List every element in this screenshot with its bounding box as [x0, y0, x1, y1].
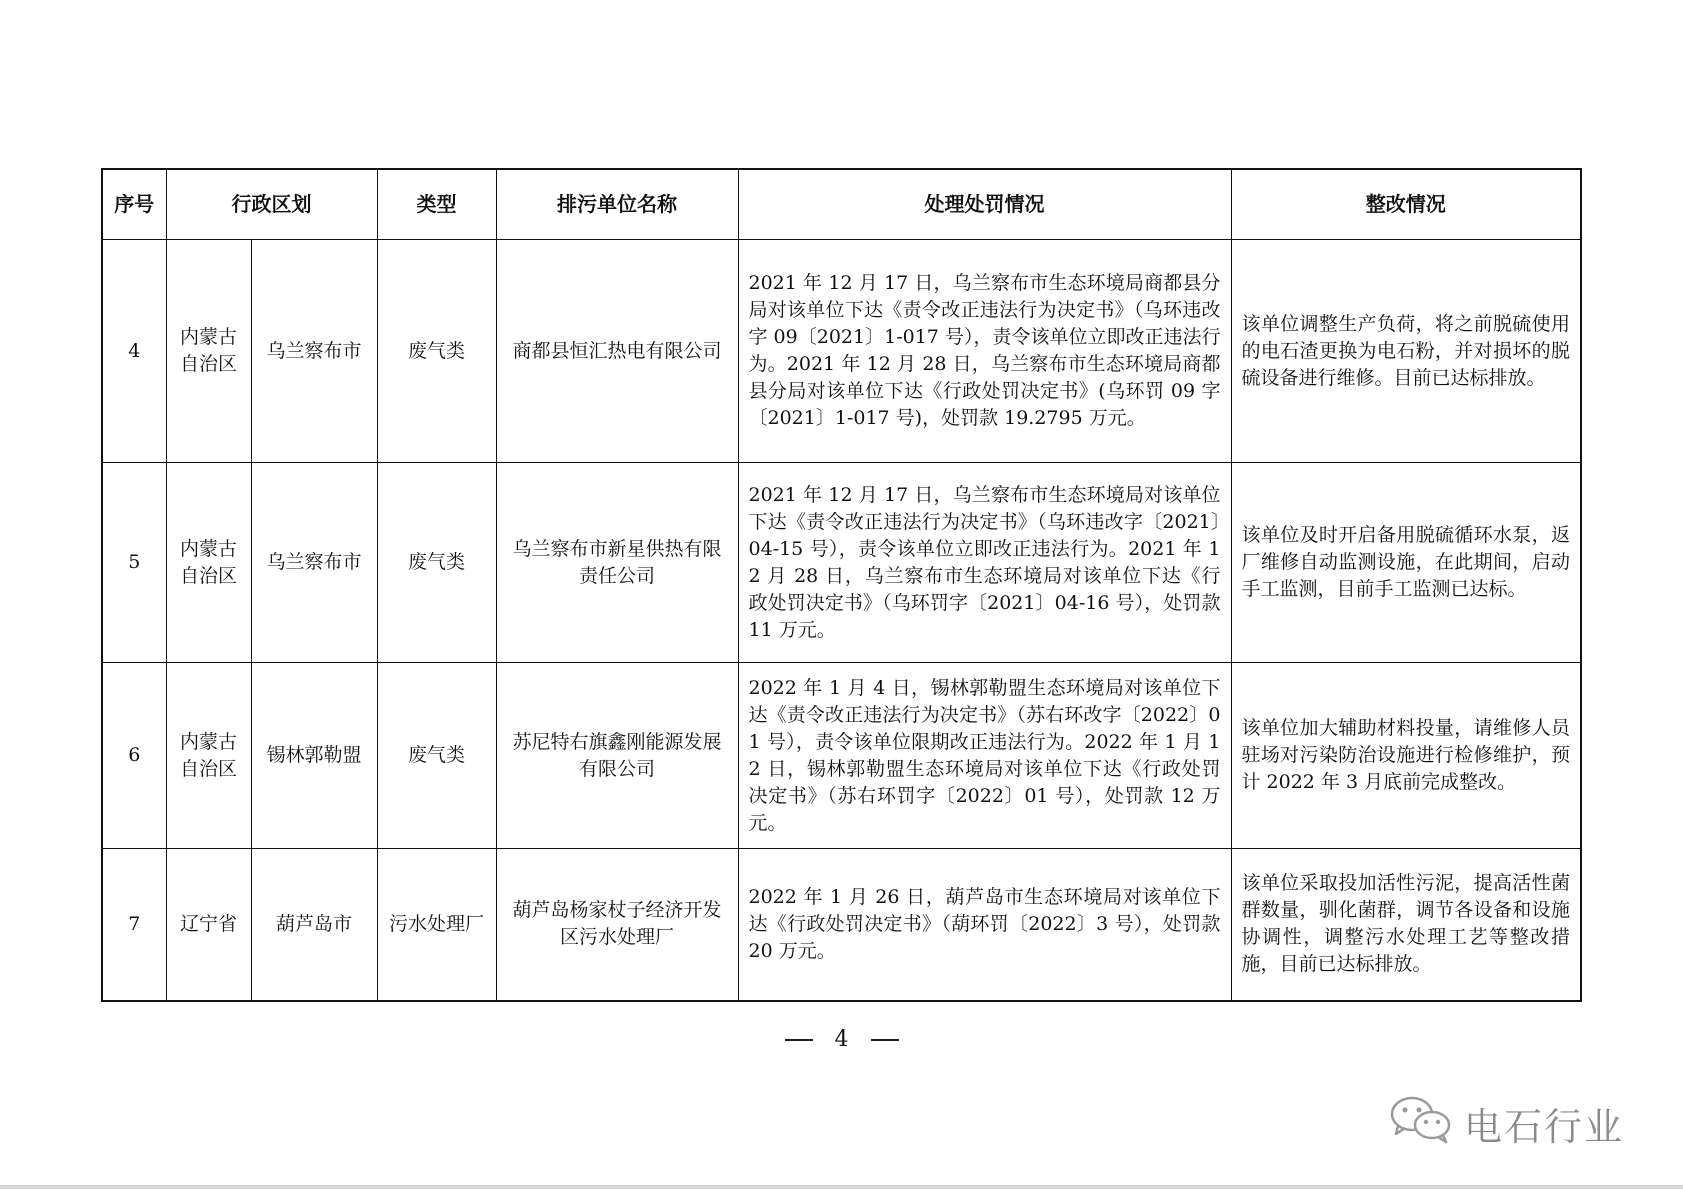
row-city: 乌兰察布市 — [251, 240, 377, 463]
row-unit: 葫芦岛杨家杖子经济开发区污水处理厂 — [496, 849, 738, 1001]
row-unit: 苏尼特右旗鑫刚能源发展有限公司 — [496, 663, 738, 849]
header-region: 行政区划 — [166, 169, 377, 240]
row-province: 辽宁省 — [166, 849, 251, 1001]
row-city: 葫芦岛市 — [251, 849, 377, 1001]
row-penalty: 2022 年 1 月 4 日，锡林郭勒盟生态环境局对该单位下达《责令改正违法行为决定书》（苏右环改字〔2022〕01 号），责令该单位限期改正违法行为。2022 年 1 月 12 日，锡林郭勒盟生态环境局对该单位下达《行政处罚决定书》（苏右环罚字〔2022〕01 号），处罚款 12 万元。 — [738, 663, 1231, 849]
table-row — [102, 463, 1581, 663]
header-index: 序号 — [102, 169, 166, 240]
penalty-table-container — [101, 168, 1580, 1002]
wechat-icon — [1388, 1092, 1464, 1155]
row-index: 6 — [102, 663, 166, 849]
table-row — [102, 849, 1581, 1001]
row-index: 4 — [102, 240, 166, 463]
row-rectification: 该单位采取投加活性污泥，提高活性菌群数量，驯化菌群，调节各设备和设施协调性，调整污水处理工艺等整改措施，目前已达标排放。 — [1231, 849, 1581, 1001]
row-type: 污水处理厂 — [377, 849, 496, 1001]
row-province: 内蒙古自治区 — [166, 240, 251, 463]
header-penalty: 处理处罚情况 — [738, 169, 1231, 240]
watermark-text: 电石行业 — [1464, 1105, 1625, 1149]
table-row — [102, 240, 1581, 463]
header-unit: 排污单位名称 — [496, 169, 738, 240]
row-type: 废气类 — [377, 663, 496, 849]
row-city: 锡林郭勒盟 — [251, 663, 377, 849]
row-city: 乌兰察布市 — [251, 463, 377, 663]
page-number-value: 4 — [834, 1027, 849, 1052]
row-rectification: 该单位加大辅助材料投量，请维修人员驻场对污染防治设施进行检修维护，预计 2022 年 3 月底前完成整改。 — [1231, 663, 1581, 849]
row-province: 内蒙古自治区 — [166, 663, 251, 849]
table-row — [102, 663, 1581, 849]
row-unit: 商都县恒汇热电有限公司 — [496, 240, 738, 463]
page-dash-left — [785, 1039, 813, 1041]
watermark — [1388, 1092, 1624, 1155]
row-penalty: 2021 年 12 月 17 日，乌兰察布市生态环境局对该单位下达《责令改正违法行为决定书》（乌环违改字〔2021〕04-15 号），责令该单位立即改正违法行为。2021 年 12 月 28 日，乌兰察布市生态环境局对该单位下达《行政处罚决定书》（乌环罚字〔2021〕04-16 号），处罚款 11 万元。 — [738, 463, 1231, 663]
row-penalty: 2022 年 1 月 26 日，葫芦岛市生态环境局对该单位下达《行政处罚决定书》（葫环罚〔2022〕3 号），处罚款 20 万元。 — [738, 849, 1231, 1001]
row-province: 内蒙古自治区 — [166, 463, 251, 663]
penalty-table — [101, 168, 1582, 1002]
header-type: 类型 — [377, 169, 496, 240]
page-dash-right — [871, 1039, 899, 1041]
row-index: 5 — [102, 463, 166, 663]
row-type: 废气类 — [377, 240, 496, 463]
row-unit: 乌兰察布市新星供热有限责任公司 — [496, 463, 738, 663]
page-number — [0, 1027, 1683, 1052]
row-rectification: 该单位及时开启备用脱硫循环水泵，返厂维修自动监测设施，在此期间，启动手工监测，目前手工监测已达标。 — [1231, 463, 1581, 663]
header-rectification: 整改情况 — [1231, 169, 1581, 240]
table-header-row — [102, 169, 1581, 240]
row-rectification: 该单位调整生产负荷，将之前脱硫使用的电石渣更换为电石粉，并对损坏的脱硫设备进行维修。目前已达标排放。 — [1231, 240, 1581, 463]
row-type: 废气类 — [377, 463, 496, 663]
row-index: 7 — [102, 849, 166, 1001]
bottom-divider — [0, 1185, 1683, 1189]
row-penalty: 2021 年 12 月 17 日，乌兰察布市生态环境局商都县分局对该单位下达《责令改正违法行为决定书》（乌环违改字 09〔2021〕1-017 号），责令该单位立即改正违法行为。2021 年 12 月 28 日，乌兰察布市生态环境局商都县分局对该单位下达《行政处罚决定书》(乌环罚 09 字〔2021〕1-017 号)，处罚款 19.2795 万元。 — [738, 240, 1231, 463]
